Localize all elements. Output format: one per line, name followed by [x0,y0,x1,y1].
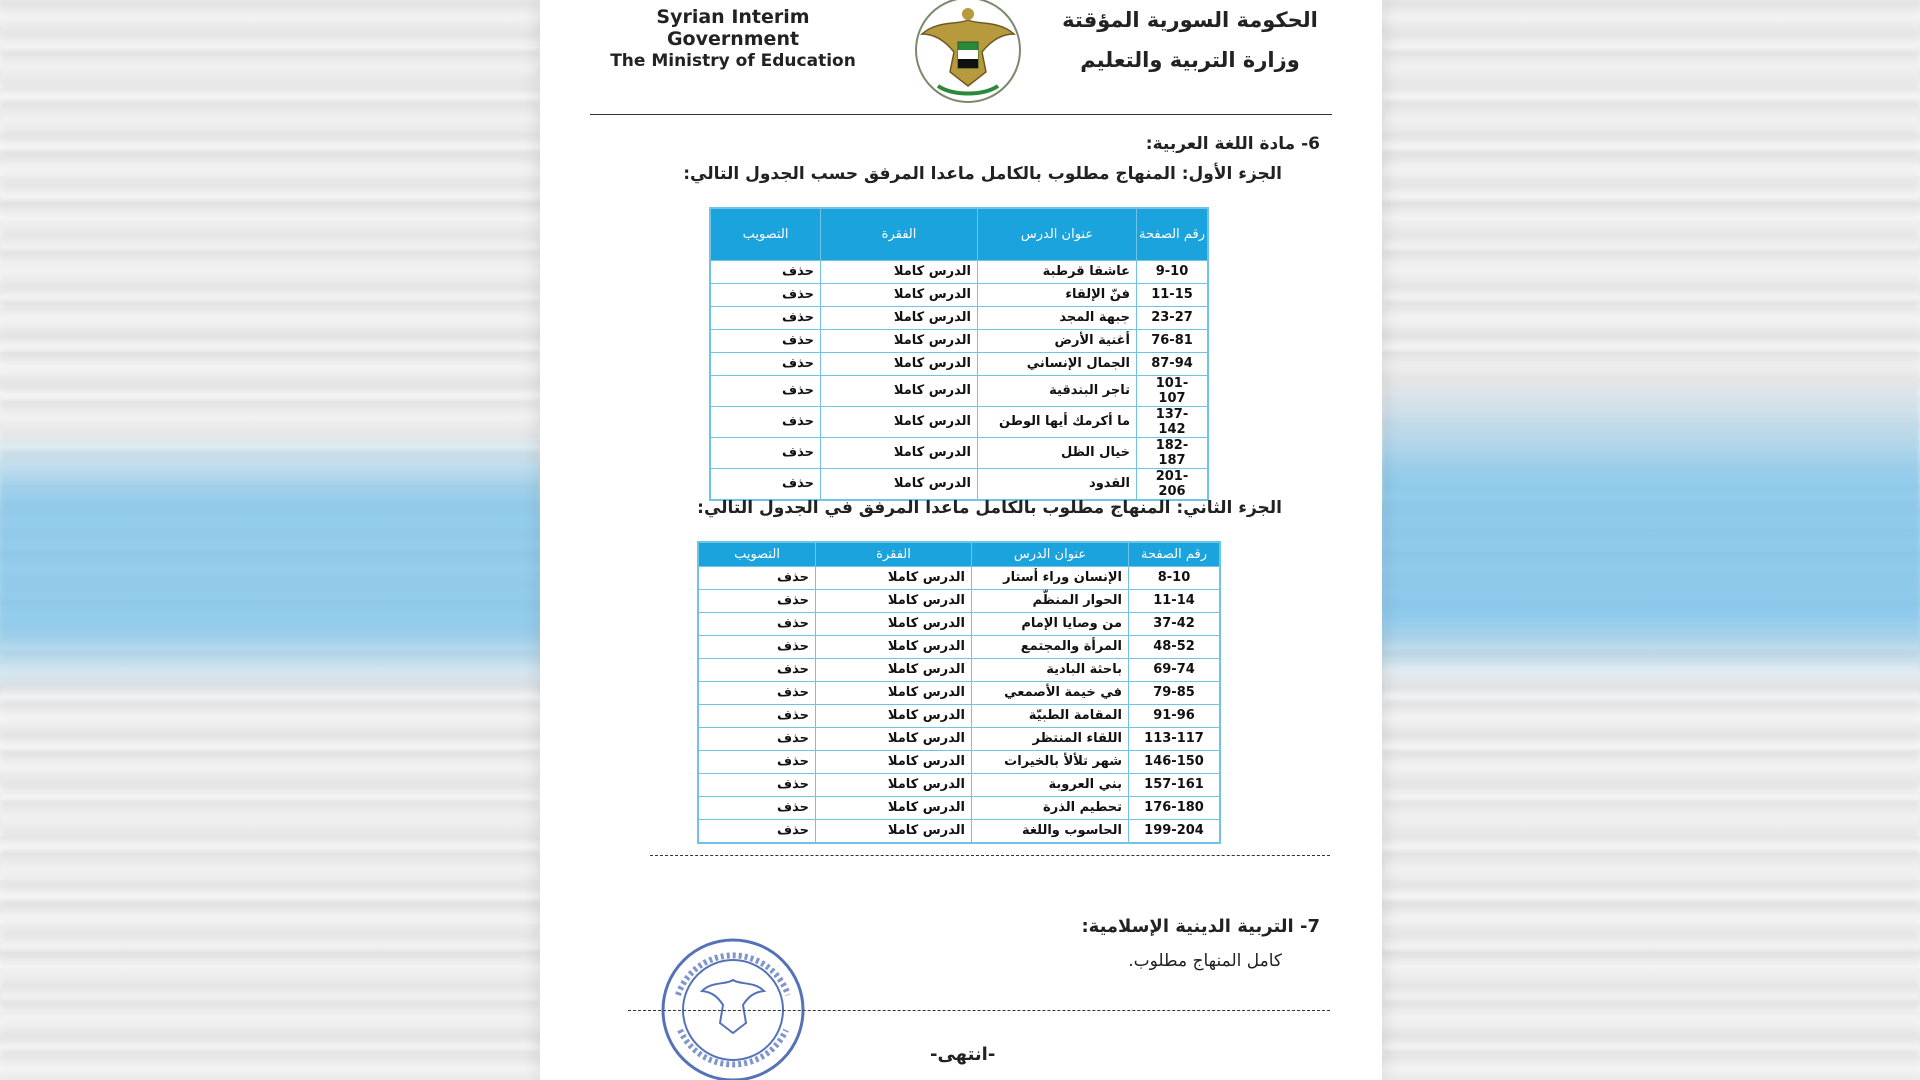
table-header-page: رقم الصفحة [1129,542,1221,566]
page-range-cell: 101-107 [1137,375,1209,406]
paragraph-cell: الدرس كاملا [821,306,978,329]
lesson-title-cell: عاشقا قرطبة [978,260,1137,283]
paragraph-cell: الدرس كاملا [816,566,972,589]
lesson-title-cell: باحثة البادية [972,658,1129,681]
table-part-2 [697,541,1221,844]
paragraph-cell: الدرس كاملا [816,612,972,635]
table-row [710,375,1208,406]
paragraph-cell: الدرس كاملا [821,283,978,306]
document-page [540,0,1382,1080]
correction-cell: حذف [698,566,816,589]
lesson-title-cell: الحاسوب واللغة [972,819,1129,843]
paragraph-cell: الدرس كاملا [816,681,972,704]
lesson-title-cell: المرأة والمجتمع [972,635,1129,658]
table-row [710,260,1208,283]
table-row [698,727,1220,750]
header-english-ministry: The Ministry of Education [610,51,856,71]
table-row [710,283,1208,306]
end-marker: -انتهى- [930,1044,996,1065]
correction-cell: حذف [710,352,821,375]
page-range-cell: 87-94 [1137,352,1209,375]
correction-cell: حذف [710,283,821,306]
section-7-body: كامل المنهاج مطلوب. [1128,951,1282,971]
correction-cell: حذف [710,306,821,329]
lesson-title-cell: شهر تلألأ بالخيرات [972,750,1129,773]
lesson-title-cell: الحوار المنظّم [972,589,1129,612]
page-range-cell: 91-96 [1129,704,1221,727]
table-row [710,406,1208,437]
lesson-title-cell: خيال الظل [978,437,1137,468]
correction-cell: حذف [698,612,816,635]
lesson-title-cell: الإنسان وراء أستار [972,566,1129,589]
lesson-title-cell: من وصايا الإمام [972,612,1129,635]
correction-cell: حذف [698,796,816,819]
header-english-government: Syrian Interim Government [656,6,810,50]
paragraph-cell: الدرس كاملا [821,468,978,500]
table-header-lesson: عنوان الدرس [978,208,1137,260]
blurred-background-right [1382,0,1920,1080]
correction-cell: حذف [710,329,821,352]
eagle-emblem-icon [908,0,1028,104]
paragraph-cell: الدرس كاملا [816,819,972,843]
section-divider [650,855,1330,856]
lesson-title-cell: أغنية الأرض [978,329,1137,352]
paragraph-cell: الدرس كاملا [816,589,972,612]
paragraph-cell: الدرس كاملا [816,635,972,658]
page-range-cell: 199-204 [1129,819,1221,843]
table-row [698,566,1220,589]
table-row [698,589,1220,612]
table-header-paragraph: الفقرة [821,208,978,260]
lesson-title-cell: القدود [978,468,1137,500]
section-6-title: 6- مادة اللغة العربية: [1145,134,1320,154]
header-arabic-government: الحكومة السورية المؤقتة [1062,8,1318,32]
page-range-cell: 79-85 [1129,681,1221,704]
header-divider [590,114,1332,115]
lesson-title-cell: اللقاء المنتظر [972,727,1129,750]
correction-cell: حذف [710,437,821,468]
table-row [698,796,1220,819]
page-range-cell: 48-52 [1129,635,1221,658]
correction-cell: حذف [698,773,816,796]
table-row [710,468,1208,500]
table-row [698,681,1220,704]
correction-cell: حذف [698,727,816,750]
correction-cell: حذف [698,750,816,773]
lesson-title-cell: تاجر البندقية [978,375,1137,406]
paragraph-cell: الدرس كاملا [821,329,978,352]
page-range-cell: 9-10 [1137,260,1209,283]
page-range-cell: 11-14 [1129,589,1221,612]
correction-cell: حذف [698,681,816,704]
correction-cell: حذف [710,406,821,437]
table-row [698,750,1220,773]
table-row [698,819,1220,843]
ministry-stamp-icon [658,935,808,1080]
page-range-cell: 182-187 [1137,437,1209,468]
correction-cell: حذف [698,704,816,727]
lesson-title-cell: جبهة المجد [978,306,1137,329]
page-range-cell: 69-74 [1129,658,1221,681]
table-header-page: رقم الصفحة [1137,208,1209,260]
page-range-cell: 76-81 [1137,329,1209,352]
page-range-cell: 201-206 [1137,468,1209,500]
table-row [698,635,1220,658]
paragraph-cell: الدرس كاملا [816,658,972,681]
page-range-cell: 8-10 [1129,566,1221,589]
table-header-paragraph: الفقرة [816,542,972,566]
correction-cell: حذف [698,635,816,658]
blurred-background-left [0,0,540,1080]
lesson-title-cell: المقامة الطبيّة [972,704,1129,727]
paragraph-cell: الدرس كاملا [816,796,972,819]
paragraph-cell: الدرس كاملا [821,260,978,283]
part-2-title: الجزء الثاني: المنهاج مطلوب بالكامل ماعدا المرفق في الجدول التالي: [697,498,1282,518]
page-range-cell: 146-150 [1129,750,1221,773]
correction-cell: حذف [710,260,821,283]
lesson-title-cell: الجمال الإنساني [978,352,1137,375]
paragraph-cell: الدرس كاملا [821,375,978,406]
paragraph-cell: الدرس كاملا [821,437,978,468]
page-range-cell: 176-180 [1129,796,1221,819]
correction-cell: حذف [698,589,816,612]
table-row [698,704,1220,727]
correction-cell: حذف [698,819,816,843]
table-header-correction: التصويب [710,208,821,260]
page-range-cell: 113-117 [1129,727,1221,750]
lesson-title-cell: فنّ الإلقاء [978,283,1137,306]
table-row [698,773,1220,796]
page-range-cell: 11-15 [1137,283,1209,306]
paragraph-cell: الدرس كاملا [816,727,972,750]
part-1-title: الجزء الأول: المنهاج مطلوب بالكامل ماعدا المرفق حسب الجدول التالي: [683,164,1282,184]
header-arabic-ministry: وزارة التربية والتعليم [1080,48,1300,72]
table-header-correction: التصويب [698,542,816,566]
table-row [698,612,1220,635]
lesson-title-cell: بني العروبة [972,773,1129,796]
correction-cell: حذف [710,375,821,406]
paragraph-cell: الدرس كاملا [816,750,972,773]
table-part-1 [709,207,1209,501]
page-range-cell: 137-142 [1137,406,1209,437]
lesson-title-cell: تحطيم الذرة [972,796,1129,819]
paragraph-cell: الدرس كاملا [816,704,972,727]
page-range-cell: 157-161 [1129,773,1221,796]
correction-cell: حذف [710,468,821,500]
lesson-title-cell: في خيمة الأصمعي [972,681,1129,704]
table-row [710,306,1208,329]
table-row [710,329,1208,352]
section-7-title: 7- التربية الدينية الإسلامية: [1081,916,1320,937]
table-row [698,658,1220,681]
paragraph-cell: الدرس كاملا [821,352,978,375]
table-row [710,437,1208,468]
table-header-lesson: عنوان الدرس [972,542,1129,566]
lesson-title-cell: ما أكرمك أيها الوطن [978,406,1137,437]
paragraph-cell: الدرس كاملا [816,773,972,796]
paragraph-cell: الدرس كاملا [821,406,978,437]
page-range-cell: 37-42 [1129,612,1221,635]
correction-cell: حذف [698,658,816,681]
table-row [710,352,1208,375]
page-range-cell: 23-27 [1137,306,1209,329]
